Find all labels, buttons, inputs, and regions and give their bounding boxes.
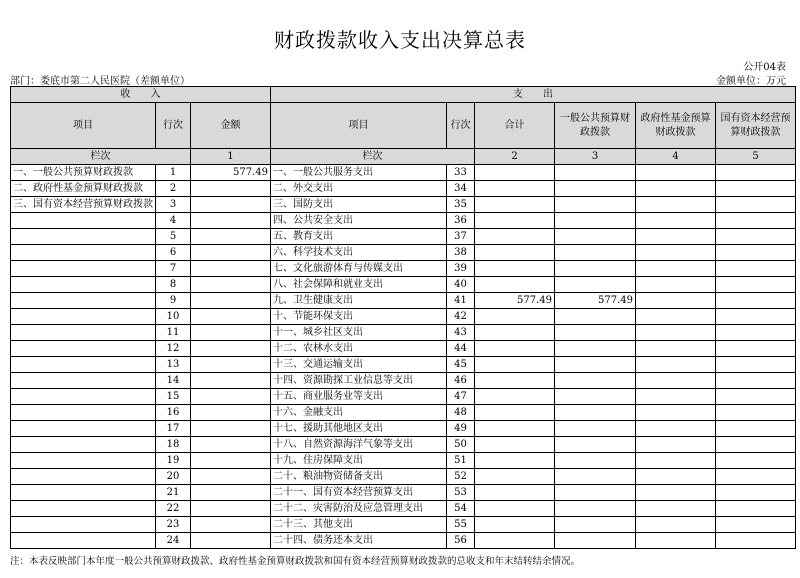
exp-fund-cell xyxy=(636,517,716,533)
exp-item-cell: 六、科学技术支出 xyxy=(271,245,447,261)
exp-line-cell: 46 xyxy=(447,373,475,389)
exp-line-cell: 34 xyxy=(447,181,475,197)
budget-table xyxy=(10,86,796,549)
exp-general-cell xyxy=(555,277,636,293)
exp-total-cell xyxy=(475,389,555,405)
exp-general-cell xyxy=(555,229,636,245)
table-row xyxy=(11,453,796,469)
income-line-cell: 15 xyxy=(156,389,191,405)
exp-general-cell xyxy=(555,485,636,501)
exp-total-cell xyxy=(475,485,555,501)
exp-state-cell xyxy=(716,181,796,197)
table-row xyxy=(11,389,796,405)
exp-total-cell xyxy=(475,213,555,229)
exp-state-cell xyxy=(716,501,796,517)
table-row xyxy=(11,485,796,501)
exp-line-cell: 54 xyxy=(447,501,475,517)
table-row xyxy=(11,261,796,277)
income-line-cell: 24 xyxy=(156,533,191,549)
income-amount-cell xyxy=(191,517,271,533)
table-row xyxy=(11,229,796,245)
table-row xyxy=(11,373,796,389)
income-amount-cell xyxy=(191,325,271,341)
table-row xyxy=(11,325,796,341)
table-row xyxy=(11,533,796,549)
exp-state-cell xyxy=(716,277,796,293)
income-amount-cell xyxy=(191,421,271,437)
exp-line-cell: 38 xyxy=(447,245,475,261)
exp-total-cell xyxy=(475,373,555,389)
exp-fund-cell xyxy=(636,197,716,213)
income-item-cell: 一、一般公共预算财政拨款 xyxy=(11,165,156,181)
column-index-4: 4 xyxy=(636,149,716,165)
exp-item-cell: 二十、粮油物资储备支出 xyxy=(271,469,447,485)
income-item-cell xyxy=(11,341,156,357)
exp-item-cell: 二、外交支出 xyxy=(271,181,447,197)
exp-general-cell xyxy=(555,325,636,341)
income-item-cell xyxy=(11,421,156,437)
exp-general-cell xyxy=(555,213,636,229)
table-row xyxy=(11,197,796,213)
exp-item-cell: 五、教育支出 xyxy=(271,229,447,245)
exp-state-cell xyxy=(716,309,796,325)
exp-fund-cell xyxy=(636,229,716,245)
income-amount-cell xyxy=(191,341,271,357)
income-amount-header: 金额 xyxy=(191,103,271,149)
column-index-2: 2 xyxy=(475,149,555,165)
exp-state-cell xyxy=(716,325,796,341)
exp-item-cell: 十三、交通运输支出 xyxy=(271,357,447,373)
exp-total-cell xyxy=(475,341,555,357)
exp-fund-cell xyxy=(636,533,716,549)
table-row xyxy=(11,245,796,261)
income-item-cell xyxy=(11,357,156,373)
income-item-cell xyxy=(11,293,156,309)
exp-state-cell xyxy=(716,165,796,181)
exp-fund-cell xyxy=(636,245,716,261)
footnote: 注：本表反映部门本年度一般公共预算财政拨款、政府性基金预算财政拨款和国有资本经营预算财政拨款的总收支和年末结转结余情况。 xyxy=(10,556,581,567)
exp-fund-cell xyxy=(636,341,716,357)
exp-item-cell: 十八、自然资源海洋气象等支出 xyxy=(271,437,447,453)
exp-state-cell xyxy=(716,437,796,453)
exp-fund-cell xyxy=(636,485,716,501)
exp-fund-cell xyxy=(636,277,716,293)
exp-fund-cell xyxy=(636,325,716,341)
exp-general-cell: 577.49 xyxy=(555,293,636,309)
table-row xyxy=(11,405,796,421)
exp-state-cell xyxy=(716,213,796,229)
exp-line-cell: 35 xyxy=(447,197,475,213)
exp-total-cell: 577.49 xyxy=(475,293,555,309)
exp-total-header: 合计 xyxy=(475,103,555,149)
income-line-cell: 9 xyxy=(156,293,191,309)
exp-item-cell: 二十一、国有资本经营预算支出 xyxy=(271,485,447,501)
exp-item-cell: 十九、住房保障支出 xyxy=(271,453,447,469)
exp-state-cell xyxy=(716,245,796,261)
exp-fund-header: 政府性基金预算财政拨款 xyxy=(636,103,716,149)
income-line-cell: 1 xyxy=(156,165,191,181)
income-amount-cell xyxy=(191,245,271,261)
exp-line-cell: 47 xyxy=(447,389,475,405)
table-row xyxy=(11,181,796,197)
expenditure-header: 支 出 xyxy=(271,87,796,103)
exp-fund-cell xyxy=(636,293,716,309)
exp-item-cell: 二十二、灾害防治及应急管理支出 xyxy=(271,501,447,517)
income-line-cell: 23 xyxy=(156,517,191,533)
exp-total-cell xyxy=(475,325,555,341)
exp-total-cell xyxy=(475,245,555,261)
exp-item-cell: 四、公共安全支出 xyxy=(271,213,447,229)
exp-state-cell xyxy=(716,533,796,549)
table-row xyxy=(11,277,796,293)
exp-general-cell xyxy=(555,309,636,325)
exp-item-header: 项目 xyxy=(271,103,447,149)
exp-item-cell: 一、一般公共服务支出 xyxy=(271,165,447,181)
exp-state-cell xyxy=(716,389,796,405)
table-row xyxy=(11,421,796,437)
income-item-cell xyxy=(11,437,156,453)
income-item-cell xyxy=(11,405,156,421)
exp-state-cell xyxy=(716,453,796,469)
column-index-3: 3 xyxy=(555,149,636,165)
income-line-cell: 19 xyxy=(156,453,191,469)
income-amount-cell xyxy=(191,357,271,373)
income-line-cell: 16 xyxy=(156,405,191,421)
income-line-cell: 22 xyxy=(156,501,191,517)
exp-line-cell: 39 xyxy=(447,261,475,277)
table-row xyxy=(11,213,796,229)
income-item-cell xyxy=(11,533,156,549)
income-amount-cell xyxy=(191,229,271,245)
exp-total-cell xyxy=(475,277,555,293)
income-amount-cell xyxy=(191,485,271,501)
exp-fund-cell xyxy=(636,261,716,277)
income-line-cell: 20 xyxy=(156,469,191,485)
exp-state-cell xyxy=(716,357,796,373)
table-row xyxy=(11,469,796,485)
exp-line-cell: 49 xyxy=(447,421,475,437)
exp-line-cell: 50 xyxy=(447,437,475,453)
income-item-cell xyxy=(11,325,156,341)
exp-total-cell xyxy=(475,501,555,517)
exp-state-cell xyxy=(716,197,796,213)
exp-fund-cell xyxy=(636,309,716,325)
department-label: 部门：娄底市第二人民医院（差额单位） xyxy=(10,76,190,87)
income-amount-cell xyxy=(191,389,271,405)
exp-item-cell: 二十三、其他支出 xyxy=(271,517,447,533)
exp-general-cell xyxy=(555,181,636,197)
exp-fund-cell xyxy=(636,501,716,517)
exp-line-cell: 48 xyxy=(447,405,475,421)
exp-fund-cell xyxy=(636,373,716,389)
exp-general-cell xyxy=(555,421,636,437)
exp-general-cell xyxy=(555,501,636,517)
exp-item-cell: 十七、援助其他地区支出 xyxy=(271,421,447,437)
income-amount-cell xyxy=(191,197,271,213)
income-item-cell xyxy=(11,229,156,245)
exp-fund-cell xyxy=(636,181,716,197)
income-line-cell: 5 xyxy=(156,229,191,245)
income-item-cell xyxy=(11,373,156,389)
exp-item-cell: 十四、资源勘探工业信息等支出 xyxy=(271,373,447,389)
income-line-header: 行次 xyxy=(156,103,191,149)
exp-general-cell xyxy=(555,453,636,469)
exp-total-cell xyxy=(475,421,555,437)
exp-fund-cell xyxy=(636,213,716,229)
exp-state-cell xyxy=(716,469,796,485)
exp-general-cell xyxy=(555,517,636,533)
income-item-header: 项目 xyxy=(11,103,156,149)
income-item-cell xyxy=(11,389,156,405)
income-item-cell: 三、国有资本经营预算财政拨款 xyxy=(11,197,156,213)
exp-fund-cell xyxy=(636,469,716,485)
income-item-cell xyxy=(11,245,156,261)
column-index-1: 1 xyxy=(191,149,271,165)
exp-fund-cell xyxy=(636,453,716,469)
exp-item-cell: 七、文化旅游体育与传媒支出 xyxy=(271,261,447,277)
exp-fund-cell xyxy=(636,357,716,373)
income-line-cell: 6 xyxy=(156,245,191,261)
income-amount-cell xyxy=(191,293,271,309)
income-amount-cell xyxy=(191,181,271,197)
exp-general-cell xyxy=(555,469,636,485)
exp-line-cell: 41 xyxy=(447,293,475,309)
income-line-cell: 17 xyxy=(156,421,191,437)
column-index-label: 栏次 xyxy=(11,149,191,165)
income-line-cell: 18 xyxy=(156,437,191,453)
exp-state-cell xyxy=(716,293,796,309)
exp-line-cell: 43 xyxy=(447,325,475,341)
exp-line-cell: 53 xyxy=(447,485,475,501)
exp-total-cell xyxy=(475,165,555,181)
income-amount-cell xyxy=(191,261,271,277)
income-line-cell: 14 xyxy=(156,373,191,389)
exp-line-cell: 40 xyxy=(447,277,475,293)
exp-general-cell xyxy=(555,341,636,357)
column-index-label-2: 栏次 xyxy=(271,149,475,165)
unit-label: 金额单位：万元 xyxy=(716,76,786,87)
income-line-cell: 11 xyxy=(156,325,191,341)
income-item-cell: 二、政府性基金预算财政拨款 xyxy=(11,181,156,197)
exp-general-header: 一般公共预算财政拨款 xyxy=(555,103,636,149)
exp-state-header: 国有资本经营预算财政拨款 xyxy=(716,103,796,149)
exp-fund-cell xyxy=(636,165,716,181)
income-amount-cell xyxy=(191,309,271,325)
exp-line-cell: 52 xyxy=(447,469,475,485)
income-item-cell xyxy=(11,485,156,501)
form-number: 公开04表 xyxy=(743,62,786,73)
exp-line-cell: 33 xyxy=(447,165,475,181)
exp-item-cell: 九、卫生健康支出 xyxy=(271,293,447,309)
exp-general-cell xyxy=(555,245,636,261)
exp-general-cell xyxy=(555,373,636,389)
income-amount-cell xyxy=(191,405,271,421)
exp-line-cell: 36 xyxy=(447,213,475,229)
exp-total-cell xyxy=(475,357,555,373)
table-row xyxy=(11,517,796,533)
exp-general-cell xyxy=(555,437,636,453)
income-line-cell: 10 xyxy=(156,309,191,325)
income-line-cell: 8 xyxy=(156,277,191,293)
exp-state-cell xyxy=(716,261,796,277)
income-item-cell xyxy=(11,469,156,485)
exp-state-cell xyxy=(716,405,796,421)
income-item-cell xyxy=(11,213,156,229)
exp-fund-cell xyxy=(636,421,716,437)
exp-state-cell xyxy=(716,421,796,437)
income-amount-cell xyxy=(191,373,271,389)
exp-line-header: 行次 xyxy=(447,103,475,149)
table-row xyxy=(11,357,796,373)
table-row xyxy=(11,437,796,453)
income-item-cell xyxy=(11,501,156,517)
exp-general-cell xyxy=(555,357,636,373)
exp-state-cell xyxy=(716,341,796,357)
income-item-cell xyxy=(11,309,156,325)
exp-total-cell xyxy=(475,309,555,325)
income-item-cell xyxy=(11,453,156,469)
income-line-cell: 7 xyxy=(156,261,191,277)
income-line-cell: 3 xyxy=(156,197,191,213)
income-item-cell xyxy=(11,517,156,533)
table-row xyxy=(11,309,796,325)
exp-total-cell xyxy=(475,453,555,469)
column-index-5: 5 xyxy=(716,149,796,165)
income-item-cell xyxy=(11,261,156,277)
exp-item-cell: 二十四、债务还本支出 xyxy=(271,533,447,549)
exp-line-cell: 55 xyxy=(447,517,475,533)
exp-fund-cell xyxy=(636,389,716,405)
exp-total-cell xyxy=(475,261,555,277)
income-amount-cell xyxy=(191,533,271,549)
exp-general-cell xyxy=(555,389,636,405)
table-row xyxy=(11,501,796,517)
income-amount-cell xyxy=(191,277,271,293)
exp-line-cell: 37 xyxy=(447,229,475,245)
exp-line-cell: 44 xyxy=(447,341,475,357)
exp-total-cell xyxy=(475,405,555,421)
exp-general-cell xyxy=(555,197,636,213)
exp-state-cell xyxy=(716,485,796,501)
income-amount-cell xyxy=(191,453,271,469)
exp-item-cell: 十六、金融支出 xyxy=(271,405,447,421)
exp-item-cell: 十二、农林水支出 xyxy=(271,341,447,357)
exp-total-cell xyxy=(475,181,555,197)
exp-line-cell: 56 xyxy=(447,533,475,549)
exp-line-cell: 42 xyxy=(447,309,475,325)
exp-fund-cell xyxy=(636,405,716,421)
exp-fund-cell xyxy=(636,437,716,453)
exp-general-cell xyxy=(555,261,636,277)
income-amount-cell xyxy=(191,469,271,485)
income-amount-cell xyxy=(191,501,271,517)
exp-state-cell xyxy=(716,373,796,389)
income-line-cell: 13 xyxy=(156,357,191,373)
exp-total-cell xyxy=(475,533,555,549)
page-title: 财政拨款收入支出决算总表 xyxy=(274,28,526,52)
income-line-cell: 2 xyxy=(156,181,191,197)
table-row xyxy=(11,165,796,181)
exp-general-cell xyxy=(555,165,636,181)
income-amount-cell: 577.49 xyxy=(191,165,271,181)
exp-total-cell xyxy=(475,437,555,453)
table-row xyxy=(11,293,796,309)
exp-item-cell: 十、节能环保支出 xyxy=(271,309,447,325)
exp-item-cell: 八、社会保障和就业支出 xyxy=(271,277,447,293)
exp-item-cell: 三、国防支出 xyxy=(271,197,447,213)
income-line-cell: 12 xyxy=(156,341,191,357)
income-line-cell: 21 xyxy=(156,485,191,501)
income-item-cell xyxy=(11,277,156,293)
exp-total-cell xyxy=(475,469,555,485)
exp-general-cell xyxy=(555,405,636,421)
exp-state-cell xyxy=(716,517,796,533)
income-line-cell: 4 xyxy=(156,213,191,229)
table-row xyxy=(11,341,796,357)
exp-item-cell: 十一、城乡社区支出 xyxy=(271,325,447,341)
income-header: 收 入 xyxy=(11,87,271,103)
exp-line-cell: 51 xyxy=(447,453,475,469)
exp-total-cell xyxy=(475,229,555,245)
exp-general-cell xyxy=(555,533,636,549)
income-amount-cell xyxy=(191,213,271,229)
exp-total-cell xyxy=(475,517,555,533)
exp-state-cell xyxy=(716,229,796,245)
exp-item-cell: 十五、商业服务业等支出 xyxy=(271,389,447,405)
exp-total-cell xyxy=(475,197,555,213)
exp-line-cell: 45 xyxy=(447,357,475,373)
income-amount-cell xyxy=(191,437,271,453)
